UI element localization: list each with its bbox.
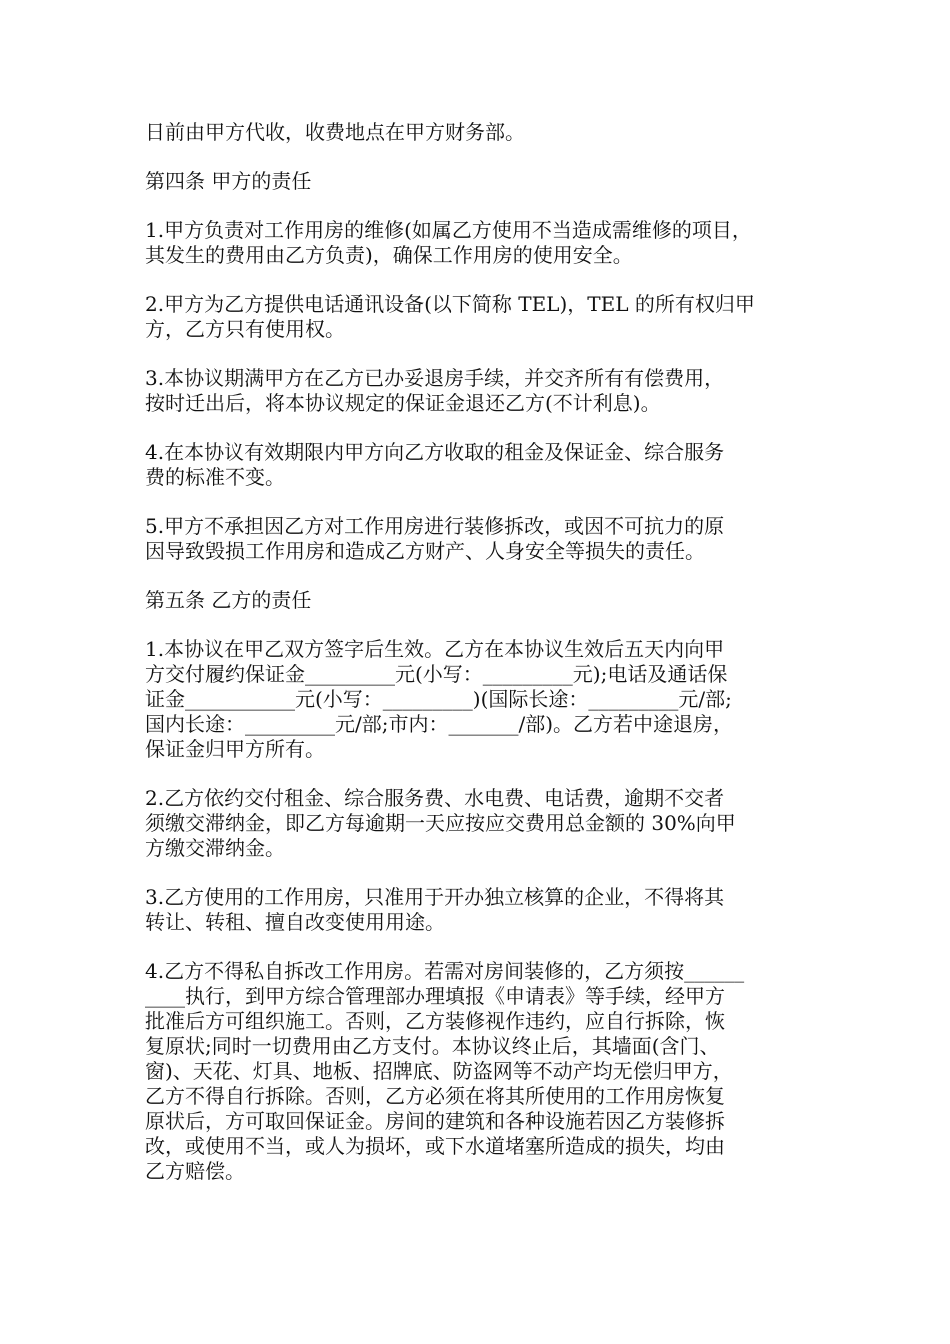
paragraph — [145, 959, 825, 1184]
document-page — [145, 120, 825, 1208]
text-line: 4.在本协议有效期限内甲方向乙方收取的租金及保证金、综合服务 — [145, 440, 725, 464]
text-line: 第五条 乙方的责任 — [145, 588, 312, 612]
text-line: 1.甲方负责对工作用房的维修(如属乙方使用不当造成需维修的项目， — [145, 218, 752, 242]
text-line: 改，或使用不当，或人为损坏，或下水道堵塞所造成的损失，均由 — [145, 1134, 725, 1158]
paragraph — [145, 440, 825, 490]
text-line: 窗)、天花、灯具、地板、招牌底、防盗网等不动产均无偿归甲方， — [145, 1059, 733, 1083]
text-line: 第四条 甲方的责任 — [145, 169, 312, 193]
text-line: 按时迁出后，将本协议规定的保证金退还乙方(不计利息)。 — [145, 391, 661, 415]
text-line: ____执行，到甲方综合管理部办理填报《申请表》等手续，经甲方 — [145, 984, 725, 1008]
paragraph — [145, 120, 825, 145]
text-line: 3.本协议期满甲方在乙方已办妥退房手续，并交齐所有有偿费用， — [145, 366, 725, 390]
paragraph — [145, 637, 825, 762]
text-line: 转让、转租、擅自改变使用用途。 — [145, 910, 445, 934]
text-line: 须缴交滞纳金，即乙方每逾期一天应按应交费用总金额的 30%向甲 — [145, 811, 736, 835]
text-line: 方，乙方只有使用权。 — [145, 317, 345, 341]
text-line: 证金___________元(小写：_________)(国际长途：_________元/部; — [145, 687, 732, 711]
paragraph — [145, 514, 825, 564]
paragraph — [145, 292, 825, 342]
text-line: 3.乙方使用的工作用房，只准用于开办独立核算的企业，不得将其 — [145, 885, 725, 909]
paragraph — [145, 169, 825, 194]
text-line: 保证金归甲方所有。 — [145, 737, 325, 761]
text-line: 方交付履约保证金_________元(小写：_________元);电话及通话保 — [145, 662, 728, 686]
text-line: 2.甲方为乙方提供电话通讯设备(以下简称 TEL)，TEL 的所有权归甲 — [145, 292, 755, 316]
text-line: 原状后，方可取回保证金。房间的建筑和各种设施若因乙方装修拆 — [145, 1109, 725, 1133]
text-line: 5.甲方不承担因乙方对工作用房进行装修拆改，或因不可抗力的原 — [145, 514, 725, 538]
paragraph — [145, 366, 825, 416]
paragraph — [145, 885, 825, 935]
paragraph — [145, 218, 825, 268]
text-line: 4.乙方不得私自拆改工作用房。若需对房间装修的，乙方须按______ — [145, 959, 745, 983]
text-line: 国内长途：_________元/部;市内：_______/部)。乙方若中途退房， — [145, 712, 734, 736]
text-line: 乙方赔偿。 — [145, 1159, 245, 1183]
text-line: 其发生的费用由乙方负责)，确保工作用房的使用安全。 — [145, 243, 633, 267]
text-line: 2.乙方依约交付租金、综合服务费、水电费、电话费，逾期不交者 — [145, 786, 725, 810]
text-line: 1.本协议在甲乙双方签字后生效。乙方在本协议生效后五天内向甲 — [145, 637, 725, 661]
text-line: 复原状;同时一切费用由乙方支付。本协议终止后，其墙面(含门、 — [145, 1034, 720, 1058]
text-line: 因导致毁损工作用房和造成乙方财产、人身安全等损失的责任。 — [145, 539, 705, 563]
paragraph — [145, 588, 825, 613]
paragraph — [145, 786, 825, 861]
text-line: 乙方不得自行拆除。否则，乙方必须在将其所使用的工作用房恢复 — [145, 1084, 725, 1108]
text-line: 方缴交滞纳金。 — [145, 836, 285, 860]
text-line: 费的标准不变。 — [145, 465, 285, 489]
text-line: 批准后方可组织施工。否则，乙方装修视作违约，应自行拆除，恢 — [145, 1009, 725, 1033]
text-line: 日前由甲方代收，收费地点在甲方财务部。 — [145, 120, 525, 144]
